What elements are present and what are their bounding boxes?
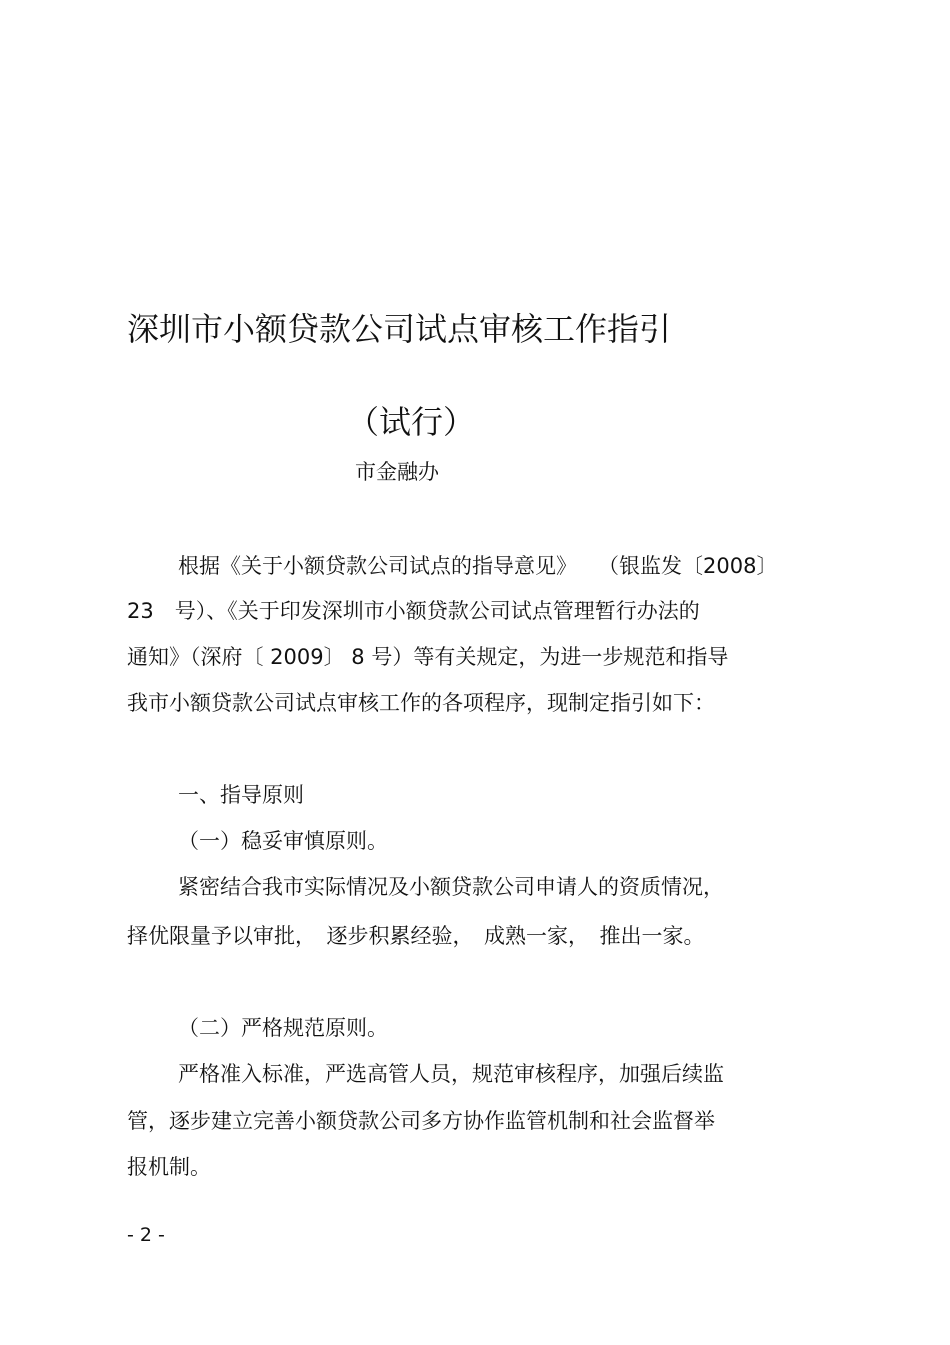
- document-issuer: 市金融办: [355, 460, 439, 484]
- subsection-2-line-2: 管，逐步建立完善小额贷款公司多方协作监管机制和社会监督举: [127, 1109, 715, 1133]
- intro-line-3: 通知》（深府〔 2009〕 8 号）等有关规定，为进一步规范和指导: [127, 645, 729, 669]
- section-heading: 一、指导原则: [178, 783, 304, 807]
- document-subtitle: （试行）: [347, 403, 476, 441]
- subsection-1-heading: （一）稳妥审慎原则。: [178, 829, 388, 853]
- intro-line-2: 23 号）、《关于印发深圳市小额贷款公司试点管理暂行办法的: [127, 599, 700, 623]
- intro-line-1: 根据《关于小额贷款公司试点的指导意见》 （银监发〔2008〕: [178, 554, 778, 578]
- intro-line-4: 我市小额贷款公司试点审核工作的各项程序，现制定指引如下：: [127, 691, 715, 715]
- page-number: - 2 -: [127, 1224, 165, 1246]
- subsection-2-line-3: 报机制。: [127, 1155, 211, 1179]
- subsection-1-line-1: 紧密结合我市实际情况及小额贷款公司申请人的资质情况，: [178, 875, 724, 899]
- subsection-2-heading: （二）严格规范原则。: [178, 1016, 388, 1040]
- document-title: 深圳市小额贷款公司试点审核工作指引: [127, 310, 672, 348]
- subsection-2-line-1: 严格准入标准，严选高管人员，规范审核程序，加强后续监: [178, 1062, 724, 1086]
- subsection-1-line-2: 择优限量予以审批， 逐步积累经验， 成熟一家， 推出一家。: [127, 924, 705, 948]
